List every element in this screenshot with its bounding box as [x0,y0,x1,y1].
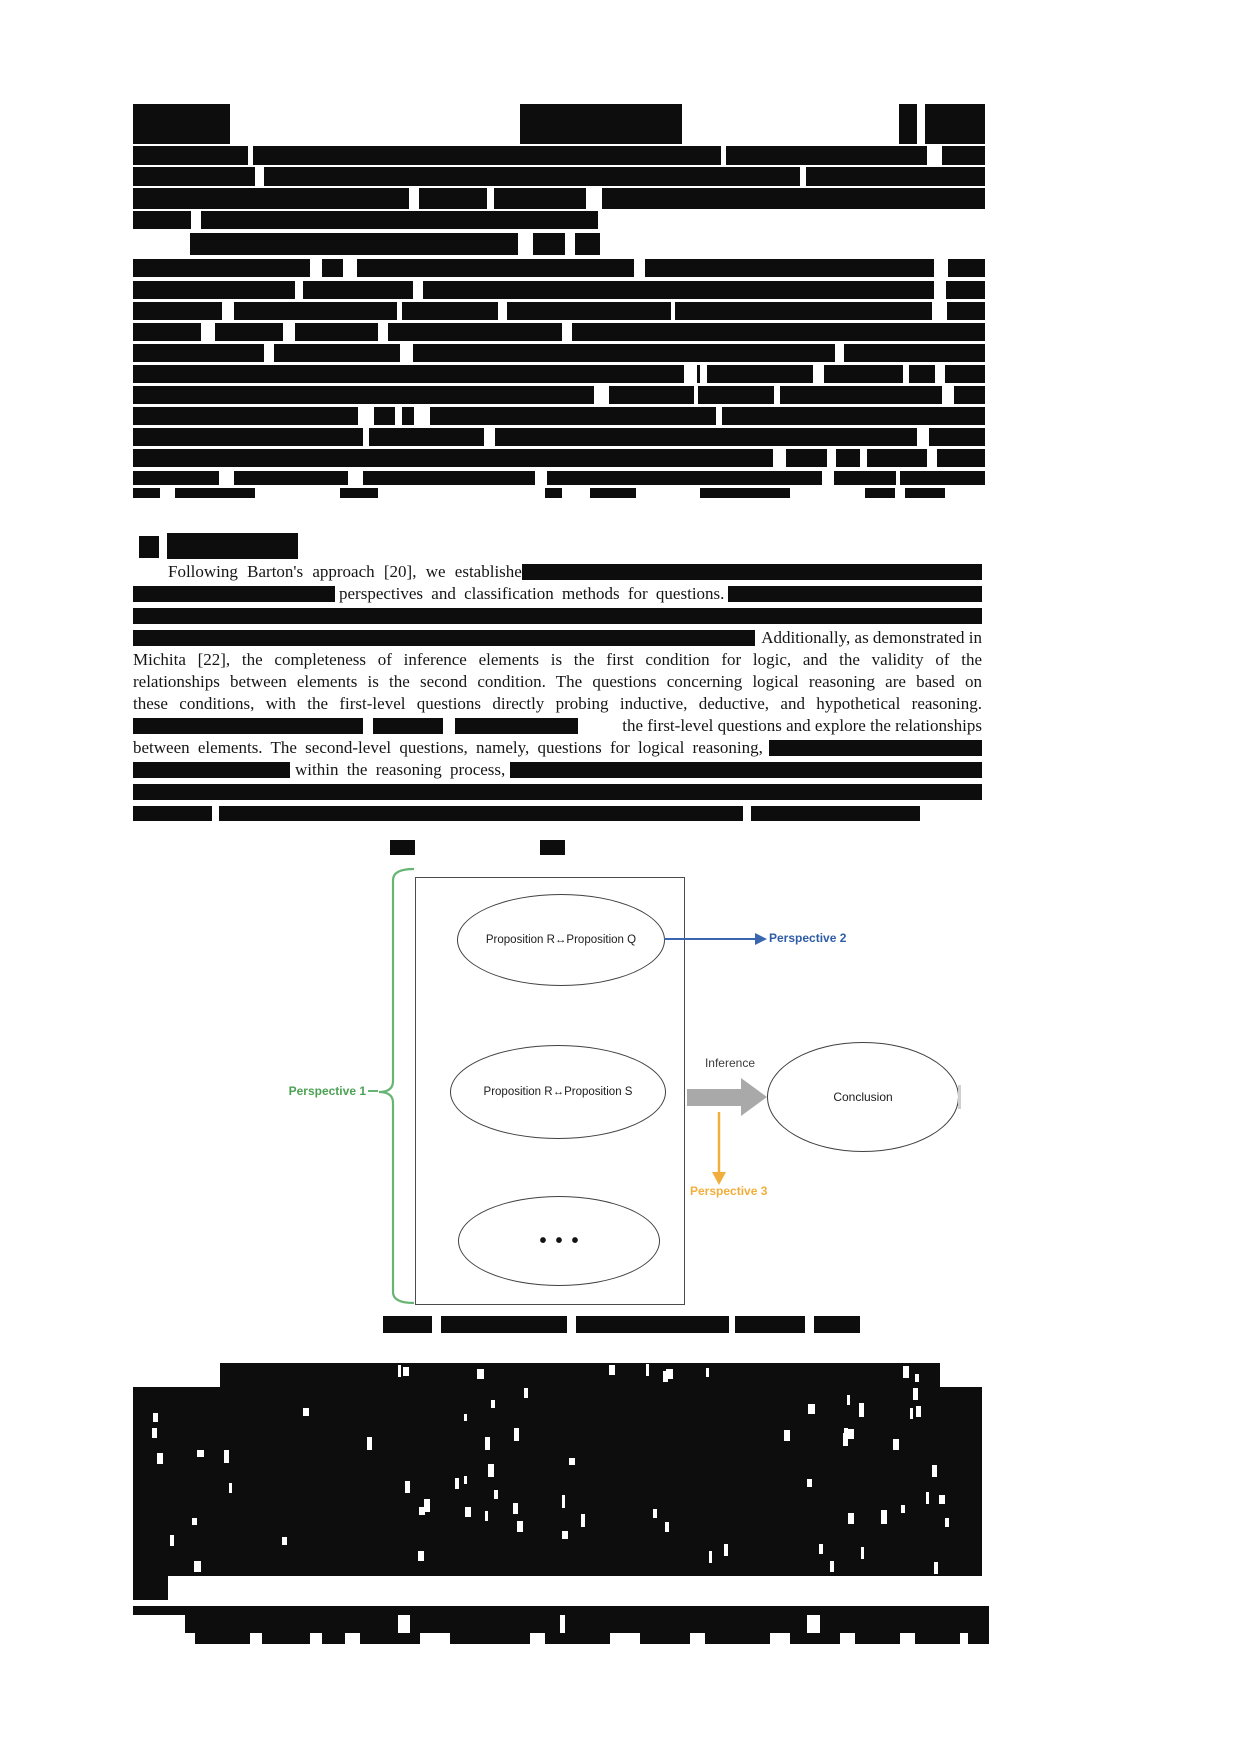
paragraph-line [133,737,982,759]
redaction-speck [282,1537,286,1545]
conclusion-label: Conclusion [833,1090,893,1104]
paragraph-line [133,759,982,781]
redacted-text-bar [540,840,565,855]
redacted-text-bar [133,188,985,209]
redacted-text-bar [139,536,159,558]
redaction-gap [935,365,945,383]
redaction-speck [465,1507,471,1516]
redaction-speck [485,1511,488,1521]
redaction-gap [773,449,786,467]
redacted-text-bar [133,104,230,144]
redaction-gap [413,281,423,299]
redaction-speck [517,1521,523,1532]
paragraph-line [133,715,982,737]
redaction-gap [565,233,575,255]
redaction-gap [518,233,533,255]
redaction-speck [192,1518,197,1526]
redaction-speck [194,1561,201,1572]
redacted-text-bar [450,1633,530,1644]
redaction-speck [653,1509,657,1518]
redaction-speck [609,1365,614,1376]
redacted-text-bar [167,533,298,559]
redacted-text-bar [133,365,985,383]
redacted-inline-bar [728,586,982,602]
redaction-gap [932,302,947,320]
redaction-gap [264,344,273,362]
redacted-inline-bar [373,718,443,734]
redaction-gap [498,302,507,320]
paragraph-line [133,627,982,649]
perspective2-arrow [660,929,770,949]
paragraph-text-fragment: these conditions, with the first-level questions directly probing inductive, deductive, and hypothetical reasoning. [133,694,982,713]
redaction-gap [567,1316,577,1333]
redaction-speck [913,1388,918,1400]
ellipsis-ellipse [458,1196,660,1286]
paragraph-text-fragment: Additionally, as demonstrated in [761,628,982,647]
redaction-gap [721,146,726,165]
redacted-inline-bar [133,762,290,778]
redaction-gap [248,146,252,165]
redaction-speck [418,1551,425,1561]
redaction-gap [942,386,953,404]
redaction-gap [586,188,602,209]
redaction-speck [926,1492,930,1504]
redacted-text-bar [340,488,378,498]
redaction-gap [860,449,867,467]
perspective3-label: Perspective 3 [690,1184,768,1198]
redacted-text-bar [133,281,985,299]
redacted-text-bar [590,488,636,498]
redaction-speck [665,1522,668,1532]
paragraph-line [133,649,982,671]
redaction-speck [939,1495,945,1504]
redacted-text-bar [133,488,160,498]
redaction-speck [153,1413,158,1422]
redaction-gap [398,1615,410,1633]
redaction-gap [917,428,929,446]
redaction-speck [464,1414,468,1422]
redaction-speck [477,1369,484,1378]
redacted-inline-bar [133,586,335,602]
redaction-speck [910,1408,913,1419]
paragraph-text-fragment: relationships between elements is the second condition. The questions concerning logical reasoning are based on [133,672,982,691]
redaction-gap [400,344,413,362]
redaction-gap [191,211,201,229]
redacted-text-bar [133,146,985,165]
redacted-inline-bar [133,608,982,624]
redacted-text-bar [383,1316,860,1333]
paragraph-line [133,693,982,715]
redacted-text-bar [133,302,985,320]
inference-label: Inference [704,1056,756,1070]
redaction-speck [784,1430,789,1441]
redaction-gap [560,1615,565,1633]
redaction-speck [197,1450,204,1458]
redaction-speck [932,1465,937,1476]
redaction-gap [432,1316,441,1333]
redaction-speck [916,1406,921,1417]
paragraph-line [133,561,982,583]
redaction-speck [464,1476,467,1484]
redaction-gap [671,302,675,320]
redaction-speck [485,1437,489,1450]
redaction-gap [903,365,909,383]
redacted-text-bar [133,428,985,446]
paragraph-text-fragment: Michita [22], the completeness of inference elements is the first condition for logic, and the validity of the [133,650,982,669]
paragraph-text-fragment: within the reasoning process, [295,760,506,779]
redaction-speck [494,1490,498,1500]
redaction-speck [934,1562,938,1574]
redaction-speck [367,1437,372,1450]
redaction-speck [724,1544,728,1556]
redacted-text-bar [133,1606,989,1615]
redaction-gap [283,323,296,341]
paragraph-text-fragment: the first-level questions and explore the relationships [622,716,982,735]
redaction-gap [934,281,946,299]
redaction-gap [927,146,942,165]
redacted-text-bar [865,488,895,498]
redacted-text-bar [133,1387,982,1576]
redacted-text-bar [185,1615,989,1633]
redacted-inline-bar [133,784,982,800]
paragraph-text-fragment: Following Barton's approach [20], we establishe [168,562,522,581]
redacted-text-bar [195,1633,250,1644]
redaction-speck [807,1479,812,1487]
gray-tick-mark [958,1085,961,1109]
perspective1-label: Perspective 1 [288,1084,366,1098]
redaction-gap [634,259,645,277]
redaction-speck [581,1514,585,1527]
redacted-inline-bar [769,740,982,756]
redacted-text-bar [175,488,255,498]
redaction-gap [805,1316,813,1333]
redaction-gap [800,167,806,186]
redaction-speck [901,1505,905,1513]
redaction-speck [513,1503,518,1514]
redaction-gap [594,386,609,404]
redaction-gap [348,471,363,485]
redaction-gap [535,471,547,485]
redacted-text-bar [390,840,415,855]
redaction-gap [255,167,264,186]
paragraph-text-fragment: perspectives and classification methods for questions. [339,584,725,603]
redaction-gap [822,471,834,485]
redaction-speck [569,1458,575,1465]
redaction-gap [694,386,698,404]
redaction-gap [484,428,494,446]
perspective2-label: Perspective 2 [769,931,847,945]
redaction-gap [201,323,215,341]
redaction-gap [378,323,388,341]
redaction-gap [414,407,430,425]
redaction-speck [903,1366,909,1378]
redacted-text-bar [133,259,985,277]
redacted-inline-bar [510,762,982,778]
redacted-text-bar [855,1633,900,1644]
redaction-speck [915,1374,919,1382]
redaction-gap [684,365,697,383]
redaction-speck [229,1483,232,1493]
redaction-speck [709,1551,712,1563]
redacted-text-bar [190,233,600,255]
redacted-text-bar [640,1633,690,1644]
redacted-text-bar [133,1576,168,1600]
redacted-text-bar [133,471,985,485]
redacted-text-bar [925,104,985,144]
redacted-text-bar [545,1633,610,1644]
redacted-text-bar [520,104,682,144]
redacted-text-bar [133,323,985,341]
redaction-speck [303,1408,309,1416]
redaction-gap [896,471,900,485]
redacted-text-bar [220,1363,940,1387]
redaction-speck [859,1403,864,1417]
redacted-text-bar [133,211,598,229]
redaction-speck [405,1481,410,1492]
redaction-speck [706,1368,709,1377]
proposition-ellipse-2 [450,1045,666,1139]
redaction-speck [562,1531,569,1539]
proposition-ellipse-1 [457,894,665,986]
proposition-ellipse-1-label: Proposition R↔Proposition Q [485,934,637,946]
paragraph-line [133,803,982,825]
redacted-text-bar [700,488,790,498]
redaction-speck [455,1478,460,1489]
redaction-gap [562,323,572,341]
redaction-gap [807,1615,820,1633]
redaction-speck [157,1453,164,1465]
redaction-gap [729,1316,736,1333]
redaction-gap [358,407,374,425]
redaction-gap [774,386,780,404]
redacted-text-bar [360,1633,420,1644]
redaction-gap [343,259,358,277]
redacted-text-bar [133,449,985,467]
redaction-speck [881,1510,887,1523]
redacted-text-bar [133,386,985,404]
redaction-speck [819,1544,823,1555]
redacted-text-bar [790,1633,840,1644]
paragraph-line [133,671,982,693]
redaction-speck [847,1429,854,1439]
redacted-text-bar [133,167,985,186]
redaction-gap [934,259,949,277]
redaction-speck [491,1400,495,1409]
redaction-speck [170,1535,174,1546]
proposition-ellipse-2-label: Proposition R↔Proposition S [483,1086,633,1098]
redaction-speck [424,1499,430,1512]
redaction-speck [488,1464,494,1477]
redaction-gap [813,365,824,383]
redacted-text-bar [905,488,945,498]
redaction-speck [848,1513,853,1524]
redaction-gap [222,302,234,320]
redacted-text-bar [705,1633,770,1644]
redacted-inline-bar [133,630,755,646]
paragraph-line [133,605,982,627]
redaction-gap [363,428,369,446]
redacted-text-bar [322,1633,345,1644]
redaction-speck [514,1428,518,1440]
perspective1-connector-line [368,1090,378,1092]
perspective3-arrow [707,1110,731,1188]
ellipsis-dots: ••• [539,1229,588,1252]
redaction-speck [152,1428,156,1438]
redaction-gap [295,281,303,299]
redaction-gap [409,188,420,209]
redacted-text-bar [133,407,985,425]
redaction-speck [808,1404,815,1414]
paragraph-line [133,583,982,605]
redaction-speck [646,1364,649,1376]
redaction-speck [847,1395,850,1405]
redacted-text-bar [899,104,917,144]
paragraph-text-fragment: between elements. The second-level questions, namely, questions for logical reasoning, [133,738,763,757]
redaction-gap [219,471,234,485]
redaction-gap [827,449,836,467]
redaction-speck [830,1561,834,1572]
redaction-gap [397,302,402,320]
redaction-gap [716,407,721,425]
redacted-inline-bar [455,718,578,734]
redaction-gap [310,259,322,277]
redacted-text-bar [262,1633,310,1644]
redaction-speck [562,1495,565,1508]
redaction-gap [395,407,402,425]
body-paragraph [133,561,982,825]
redacted-text-bar [968,1633,989,1644]
redaction-speck [403,1367,409,1375]
redacted-inline-bar [133,718,363,734]
redacted-text-bar [915,1633,960,1644]
redaction-gap [487,188,494,209]
redacted-text-bar [133,344,985,362]
redaction-speck [945,1518,949,1526]
redaction-gap [835,344,845,362]
conclusion-ellipse [767,1042,959,1152]
redaction-speck [663,1371,668,1383]
redaction-speck [861,1547,865,1559]
redaction-speck [398,1365,401,1377]
redacted-inline-bar [522,564,982,580]
redaction-speck [893,1439,899,1449]
redaction-gap [927,449,936,467]
redacted-text-bar [545,488,562,498]
redaction-speck [224,1450,228,1462]
paragraph-line [133,781,982,803]
perspective1-brace [368,860,416,1310]
redaction-gap [700,365,708,383]
redaction-speck [524,1388,527,1398]
